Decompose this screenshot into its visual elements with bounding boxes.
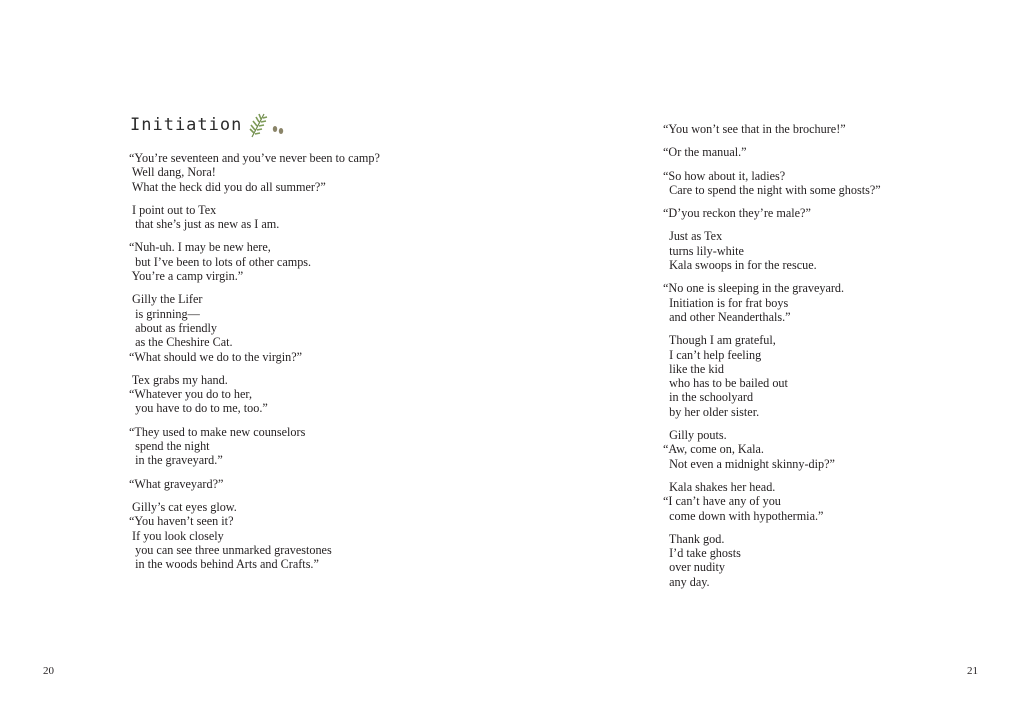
stanza	[663, 122, 881, 136]
acorn-icon	[279, 128, 283, 134]
poem-line: “What should we do to the virgin?”	[129, 349, 303, 364]
stanza	[129, 240, 380, 283]
poem-line: in the graveyard.”	[129, 453, 223, 468]
stanza	[129, 477, 380, 491]
poem-line: but I’ve been to lots of other camps.	[129, 254, 312, 269]
poem-line: “I can’t have any of you	[663, 494, 781, 509]
stanza	[129, 292, 380, 363]
poem-line: is grinning—	[129, 306, 200, 321]
poem-line: Initiation is for frat boys	[663, 295, 789, 310]
stanza	[663, 281, 881, 324]
stanza	[129, 151, 380, 194]
poem-line: any day.	[663, 574, 710, 589]
poem-line: “No one is sleeping in the graveyard.	[663, 281, 845, 296]
stanza	[663, 428, 881, 471]
poem-line: Gilly pouts.	[663, 428, 727, 443]
poem-line: Well dang, Nora!	[129, 165, 216, 180]
poem-line: You’re a camp virgin.”	[129, 269, 244, 284]
poem-left-column	[129, 151, 380, 580]
stanza	[129, 500, 380, 571]
stanza	[663, 333, 881, 419]
stanza	[129, 203, 380, 232]
poem-line: spend the night	[129, 439, 210, 454]
poem-line: and other Neanderthals.”	[663, 309, 791, 324]
poem-line: about as friendly	[129, 320, 217, 335]
poem-right-column	[663, 122, 881, 598]
chapter-heading	[130, 108, 288, 142]
poem-line: that she’s just as new as I am.	[129, 217, 280, 232]
poem-line: you can see three unmarked gravestones	[129, 542, 332, 557]
chapter-title: Initiation	[130, 115, 243, 135]
stanza	[663, 169, 881, 198]
poem-line: “You won’t see that in the brochure!”	[663, 122, 846, 136]
fern-leaf-icon	[248, 110, 288, 140]
poem-line: Not even a midnight skinny-dip?”	[663, 456, 835, 471]
stanza	[129, 425, 380, 468]
poem-line: Gilly’s cat eyes glow.	[129, 499, 237, 514]
poem-line: Kala swoops in for the rescue.	[663, 258, 817, 273]
stanza	[663, 480, 881, 523]
poem-line: as the Cheshire Cat.	[129, 335, 233, 350]
poem-line: If you look closely	[129, 528, 224, 543]
poem-line: in the schoolyard	[663, 390, 754, 405]
page-number-right: 21	[967, 665, 978, 677]
stanza	[663, 229, 881, 272]
poem-line: I can’t help feeling	[663, 347, 762, 362]
poem-line: Kala shakes her head.	[663, 479, 776, 494]
poem-line: come down with hypothermia.”	[663, 508, 824, 523]
poem-line: I point out to Tex	[129, 202, 217, 217]
poem-line: Tex grabs my hand.	[129, 372, 228, 387]
poem-line: in the woods behind Arts and Crafts.”	[129, 557, 319, 572]
poem-line: “D’you reckon they’re male?”	[663, 206, 811, 221]
stanza	[129, 373, 380, 416]
acorn-icon	[273, 126, 277, 132]
poem-line: “You haven’t seen it?	[129, 514, 234, 529]
poem-line: turns lily-white	[663, 243, 744, 258]
right-page	[512, 0, 1024, 714]
stanza	[663, 206, 881, 220]
poem-line: “Or the manual.”	[663, 145, 747, 160]
poem-line: Gilly the Lifer	[129, 292, 203, 307]
poem-line: “So how about it, ladies?	[663, 168, 786, 183]
poem-line: I’d take ghosts	[663, 546, 741, 561]
poem-line: What the heck did you do all summer?”	[129, 179, 326, 194]
stanza	[663, 532, 881, 589]
poem-line: “What graveyard?”	[129, 476, 224, 491]
poem-line: like the kid	[663, 361, 724, 376]
poem-line: “They used to make new counselors	[129, 424, 306, 439]
poem-line: Though I am grateful,	[663, 333, 776, 348]
poem-line: by her older sister.	[663, 404, 760, 419]
stanza	[663, 145, 881, 159]
poem-line: over nudity	[663, 560, 725, 575]
poem-line: “Aw, come on, Kala.	[663, 442, 764, 457]
poem-line: you have to do to me, too.”	[129, 401, 268, 416]
poem-line: “Nuh-uh. I may be new here,	[129, 240, 271, 255]
poem-line: who has to be bailed out	[663, 376, 788, 391]
page-number-left: 20	[43, 665, 54, 677]
poem-line: “Whatever you do to her,	[129, 387, 253, 402]
poem-line: Just as Tex	[663, 229, 723, 244]
poem-line: “You’re seventeen and you’ve never been to camp?	[129, 151, 380, 165]
poem-line: Thank god.	[663, 531, 725, 546]
poem-line: Care to spend the night with some ghosts?”	[663, 182, 881, 197]
